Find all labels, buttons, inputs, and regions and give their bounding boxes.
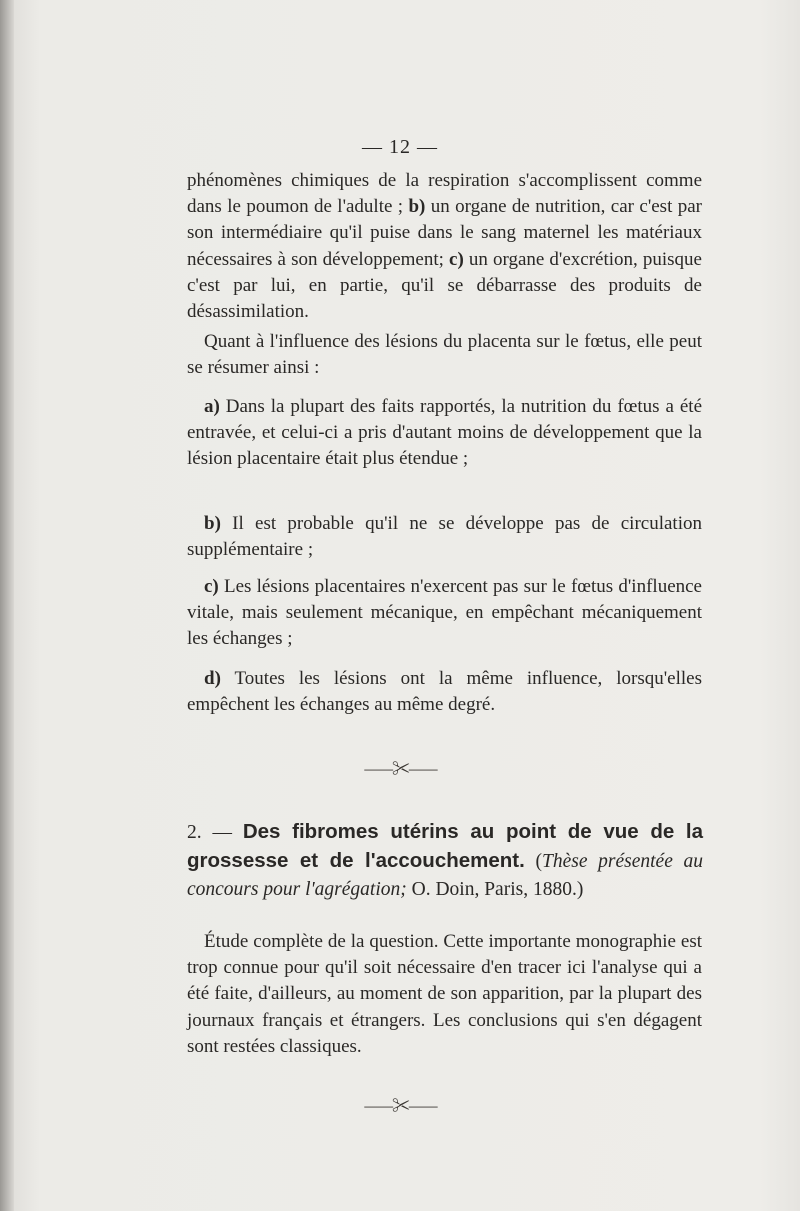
item-label: b) — [204, 513, 221, 534]
intro-label-b: b) — [408, 196, 426, 218]
list-item — [187, 574, 702, 653]
item-label: d) — [204, 668, 221, 689]
section-heading — [187, 818, 703, 904]
item-label: c) — [204, 576, 219, 597]
item-text: Il est probable qu'il ne se développe pas de circulation supplémentaire ; — [187, 513, 702, 561]
citation-open: ( — [535, 851, 542, 872]
item-text: Dans la plupart des faits rapportés, la nutrition du fœtus a été entravée, et celui-ci a pris d'autant moins de développement que la lésion placentaire était plus étendue ; — [187, 396, 702, 470]
intro-paragraph — [187, 168, 702, 325]
intro-text-3: un organe d'excrétion, puisque c'est par lui, en partie, qu'il se débarrasse des produits de désassimilation. — [187, 248, 702, 323]
item-text: Toutes les lésions ont la même influence, lorsqu'elles empêchent les échanges au même degré. — [187, 668, 702, 716]
intro-label-c: c) — [449, 248, 464, 270]
item-text: Les lésions placentaires n'exercent pas sur le fœtus d'influence vitale, mais seulement mécanique, en empêchant mécaniquement les échanges ; — [187, 576, 702, 650]
list-item — [187, 394, 702, 473]
citation-rest: O. Doin, Paris, 1880.) — [406, 879, 584, 900]
intro-text-1: phénomènes chimiques de la respiration s'accomplissent comme dans le poumon de l'adulte ; — [187, 170, 702, 218]
influence-paragraph — [187, 329, 702, 381]
section-title: Des fibromes utérins au point de vue de la grossesse et de l'accouchement. — [187, 820, 704, 872]
body-paragraph — [187, 929, 702, 1060]
list-item — [187, 666, 702, 718]
page-gutter-shadow — [0, 0, 14, 1211]
body-text: Étude complète de la question. Cette importante monographie est trop connue pour qu'il soit nécessaire d'en tracer ici l'analyse qui a été faite, d'ailleurs, au moment de son apparition, par la plupart des journaux français et étrangers. Les conclusions qui s'en dégagent sont restées classiques. — [187, 931, 702, 1057]
ornament-divider: ⸺✂⸺ — [363, 1096, 437, 1116]
section-number: 2. — — [187, 822, 232, 843]
item-label: a) — [204, 396, 220, 417]
citation-italic: Thèse présentée au concours pour l'agrégation; — [187, 851, 704, 900]
list-item — [187, 511, 702, 563]
page-number: — 12 — — [362, 136, 438, 158]
influence-text: Quant à l'influence des lésions du placenta sur le fœtus, elle peut se résumer ainsi : — [187, 331, 702, 379]
ornament-divider: ⸺✂⸺ — [363, 759, 437, 779]
intro-text-2: un organe de nutrition, car c'est par son intermédiaire qu'il puise dans le sang maternel les matériaux nécessaires à son développement; — [187, 196, 702, 270]
